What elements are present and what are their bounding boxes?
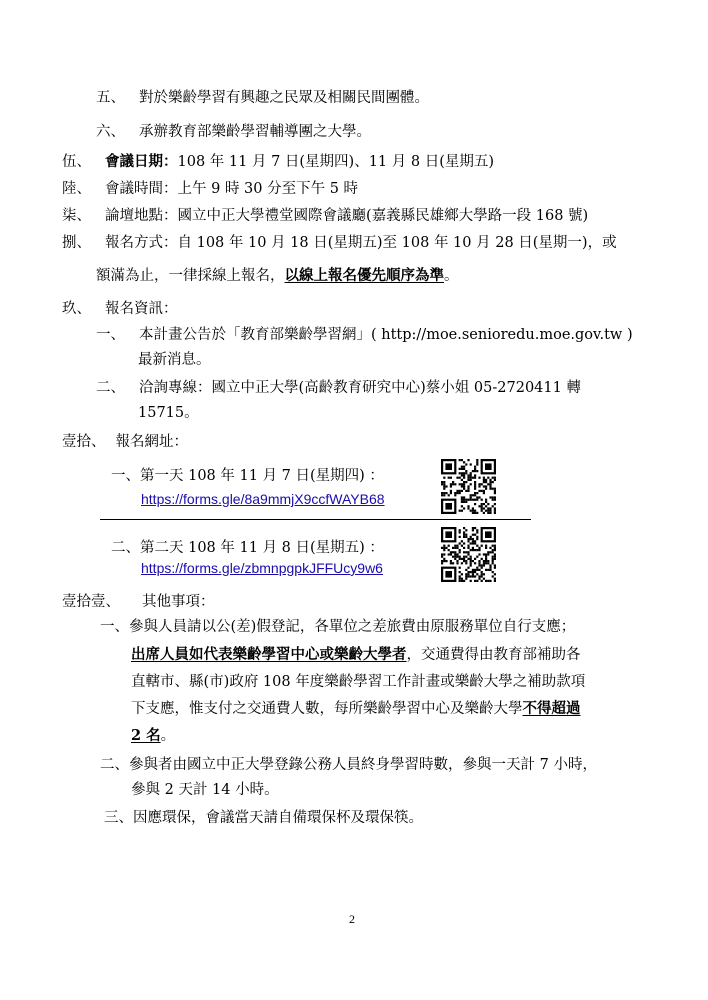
section-marker: 壹拾、 [62,434,106,450]
venue-text: 論壇地點：國立中正大學禮堂國際會議廳(嘉義縣民雄鄉大學路一段 168 號) [105,208,589,224]
other-item-2-line2 [131,780,279,800]
other-1-line3: 直轄市、縣(市)政府 108 年度樂齡學習工作計畫或樂齡大學之補助款項 [131,674,586,690]
page-number: 2 [349,912,355,926]
meeting-date-label: 會議日期： [105,153,178,170]
section-marker: 陸、 [62,181,91,197]
other-2-line2: 參與 2 天計 14 小時。 [131,782,279,798]
day2-link-row [141,558,383,579]
sub2-line2: 15715。 [138,405,199,421]
meeting-time-text: 會議時間：上午 9 時 30 分至下午 5 時 [105,181,359,197]
meeting-date [62,152,494,172]
meeting-date-value: 108 年 11 月 7 日(星期四)、11 月 8 日(星期五) [177,154,495,170]
registration-method [62,233,617,253]
section-marker: 伍、 [62,154,91,170]
section-marker: 壹拾壹、 [62,594,120,610]
item-text: 對於樂齡學習有興趣之民眾及相關民間團體。 [139,90,429,106]
day2-registration-link[interactable]: https://forms.gle/zbmnpgpkJFFUcy9w6 [141,560,383,576]
registration-line2 [96,266,459,286]
section-marker: 玖、 [62,301,91,317]
qr-code-icon [441,459,496,514]
registration-line2-end: 。 [444,268,459,284]
other-item-3 [104,808,423,828]
registration-line1: 報名方式：自 108 年 10 月 18 日(星期五)至 108 年 10 月 28 日(星期一)，或 [105,235,617,251]
venue [62,206,588,226]
qr-code-icon [441,527,496,582]
section-title: 報名資訊： [105,301,178,317]
section-title: 報名網址： [115,434,188,450]
registration-info-heading [62,299,178,319]
other-item-1-line5 [131,726,175,746]
other-matters-heading [62,592,215,612]
other-1-line4: 下支應，惟支付之交通費人數，每所樂齡學習中心及樂齡大學 [131,701,523,717]
other-item-1-line2 [131,645,581,665]
day1-registration-link[interactable]: https://forms.gle/8a9mmjX9ccfWAYB68 [141,491,385,507]
item-marker: 五、 [96,90,125,106]
other-3-line1: 三、因應環保，會議當天請自備環保杯及環保筷。 [104,810,423,826]
item-6 [96,122,371,142]
other-1-line2: ，交通費得由教育部補助各 [406,647,581,663]
day2-text: 二、第二天 108 年 11 月 8 日(星期五) ： [111,540,384,556]
registration-info-sub2 [96,378,581,398]
sub-marker: 一、 [96,327,125,343]
registration-line2-text: 額滿為止，一律採線上報名， [96,268,285,284]
section-title: 其他事項： [142,594,215,610]
other-1-line1: 一、參與人員請以公(差)假登記，各單位之差旅費由原服務單位自行支應； [100,619,576,635]
day1-link-row [141,489,385,510]
registration-info-sub2-cont [138,403,199,423]
sub-marker: 二、 [96,380,125,396]
day1-label [111,466,384,486]
item-5 [96,88,429,108]
item-marker: 六、 [96,124,125,140]
day2-label [111,538,384,558]
divider [100,519,531,520]
other-1-limit-count: 2 名 [131,727,161,744]
sub1-line2: 最新消息。 [138,352,211,368]
day1-text: 一、第一天 108 年 11 月 7 日(星期四) ： [111,468,384,484]
other-item-1-line4 [131,699,581,719]
registration-info-sub1-cont [138,350,211,370]
sub2-line1: 洽詢專線：國立中正大學(高齡教育研究中心)蔡小姐 05-2720411 轉 [139,380,581,396]
section-marker: 柒、 [62,208,91,224]
other-1-limit-note: 不得超過 [522,700,581,717]
registration-info-sub1 [96,325,633,345]
meeting-time [62,179,358,199]
sub1-line1: 本計畫公告於「教育部樂齡學習網」( http://moe.senioredu.moe.gov.tw ) [139,327,633,343]
item-text: 承辦教育部樂齡學習輔導團之大學。 [139,124,371,140]
section-marker: 捌、 [62,235,91,251]
other-item-2 [100,755,597,775]
other-2-line1: 二、參與者由國立中正大學登錄公務人員終身學習時數，參與一天計 7 小時， [100,757,597,773]
other-1-bold-note: 出席人員如代表樂齡學習中心或樂齡大學者 [131,646,407,663]
registration-url-heading [62,432,188,452]
other-1-line5-end: 。 [160,728,176,744]
other-item-1 [100,617,575,637]
registration-priority-note: 以線上報名優先順序為準 [284,267,444,284]
other-item-1-line3 [131,672,585,692]
